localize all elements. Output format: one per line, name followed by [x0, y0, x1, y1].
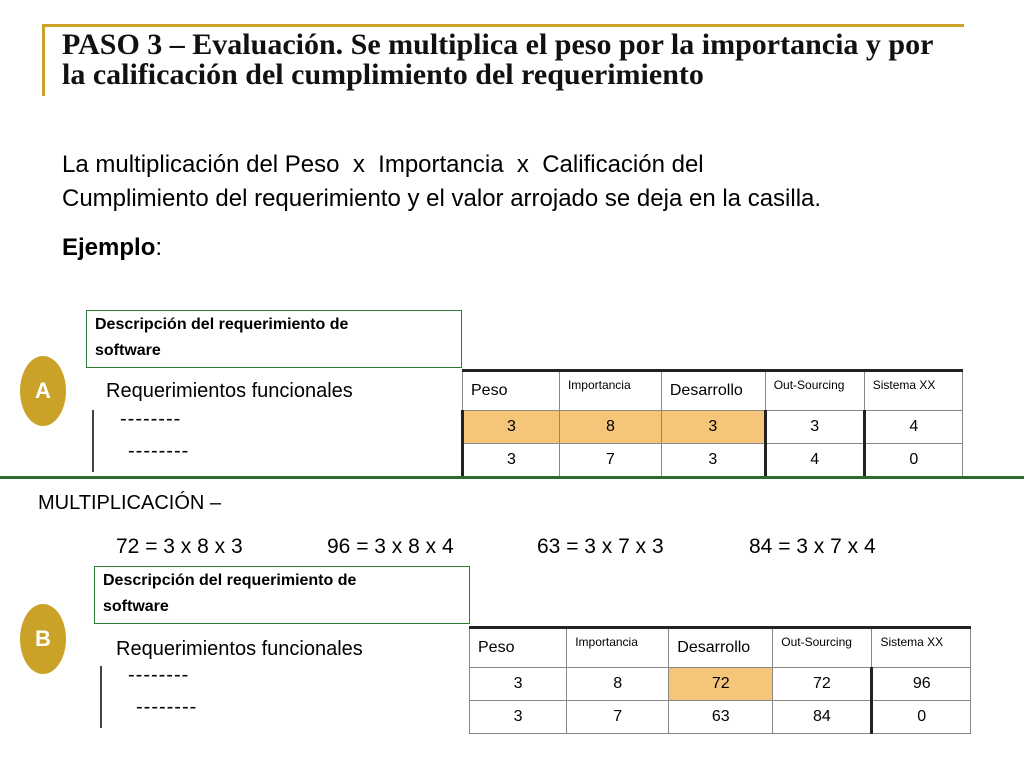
table-cell: 3	[661, 444, 765, 477]
multiplication-title: MULTIPLICACIÓN –	[38, 492, 221, 514]
table-cell: 4	[864, 411, 962, 444]
table-row	[463, 411, 963, 444]
header-desarrollo: Desarrollo	[661, 371, 765, 411]
table-cell: 63	[669, 701, 773, 734]
header-out-sourcing: Out-Sourcing	[773, 628, 872, 668]
section-a-table	[461, 369, 963, 477]
section-a-left-bracket	[92, 410, 94, 472]
table-cell: 96	[872, 668, 971, 701]
table-cell: 3	[463, 444, 560, 477]
header-importancia: Importancia	[559, 371, 661, 411]
section-divider	[0, 476, 1024, 479]
intro-line-2: Cumplimiento del requerimiento y el valor arrojado se deja en la casilla.	[62, 185, 822, 212]
header-peso: Peso	[470, 628, 567, 668]
section-b-desc-line-1: Descripción del requerimiento de	[103, 572, 357, 589]
table-cell: 3	[765, 411, 864, 444]
table-cell: 4	[765, 444, 864, 477]
table-row	[470, 668, 971, 701]
formula-1: 72 = 3 x 8 x 3	[116, 535, 243, 558]
header-peso: Peso	[463, 371, 560, 411]
example-label: Ejemplo	[62, 234, 156, 261]
section-b-desc-line-2: software	[103, 598, 169, 615]
table-cell: 7	[567, 701, 669, 734]
table-cell: 3	[463, 411, 560, 444]
table-row	[463, 444, 963, 477]
section-b-dash-1: --------	[128, 664, 190, 686]
header-out-sourcing: Out-Sourcing	[765, 371, 864, 411]
section-b-left-bracket	[100, 666, 102, 728]
table-cell: 72	[669, 668, 773, 701]
example-colon: :	[155, 234, 163, 261]
table-cell: 0	[872, 701, 971, 734]
section-b-dash-2: --------	[136, 696, 198, 718]
section-b-header-row	[470, 628, 971, 668]
formula-3: 63 = 3 x 7 x 3	[537, 535, 664, 558]
section-b-req-label: Requerimientos funcionales	[116, 638, 363, 660]
section-a-badge: A	[20, 356, 66, 426]
section-a-dash-1: --------	[120, 408, 182, 430]
table-cell: 8	[567, 668, 669, 701]
formula-2: 96 = 3 x 8 x 4	[327, 535, 454, 558]
section-b-badge: B	[20, 604, 66, 674]
table-cell: 0	[864, 444, 962, 477]
section-a-description-box	[86, 310, 462, 368]
section-a-header-row	[463, 371, 963, 411]
section-a-dash-2: --------	[128, 440, 190, 462]
section-b-description-box	[94, 566, 470, 624]
table-cell: 3	[470, 701, 567, 734]
section-a-req-label: Requerimientos funcionales	[106, 380, 353, 402]
header-desarrollo: Desarrollo	[669, 628, 773, 668]
title-left-rule	[42, 24, 45, 96]
table-cell: 72	[773, 668, 872, 701]
intro-line-1: La multiplicación del Peso x Importancia x Calificación del	[62, 151, 704, 178]
section-a-desc-line-1: Descripción del requerimiento de	[95, 316, 349, 333]
title-top-rule	[42, 24, 964, 27]
example-heading	[62, 234, 162, 262]
intro-paragraph	[62, 148, 982, 216]
header-sistema-xx: Sistema XX	[864, 371, 962, 411]
section-b-table	[469, 626, 971, 734]
formula-4: 84 = 3 x 7 x 4	[749, 535, 876, 558]
table-cell: 3	[661, 411, 765, 444]
table-cell: 8	[559, 411, 661, 444]
table-cell: 7	[559, 444, 661, 477]
header-sistema-xx: Sistema XX	[872, 628, 971, 668]
table-row	[470, 701, 971, 734]
table-cell: 3	[470, 668, 567, 701]
section-a-desc-line-2: software	[95, 342, 161, 359]
header-importancia: Importancia	[567, 628, 669, 668]
table-cell: 84	[773, 701, 872, 734]
slide-title: PASO 3 – Evaluación. Se multiplica el peso por la importancia y por la calificación del cumplimiento del requerimiento	[62, 28, 933, 91]
